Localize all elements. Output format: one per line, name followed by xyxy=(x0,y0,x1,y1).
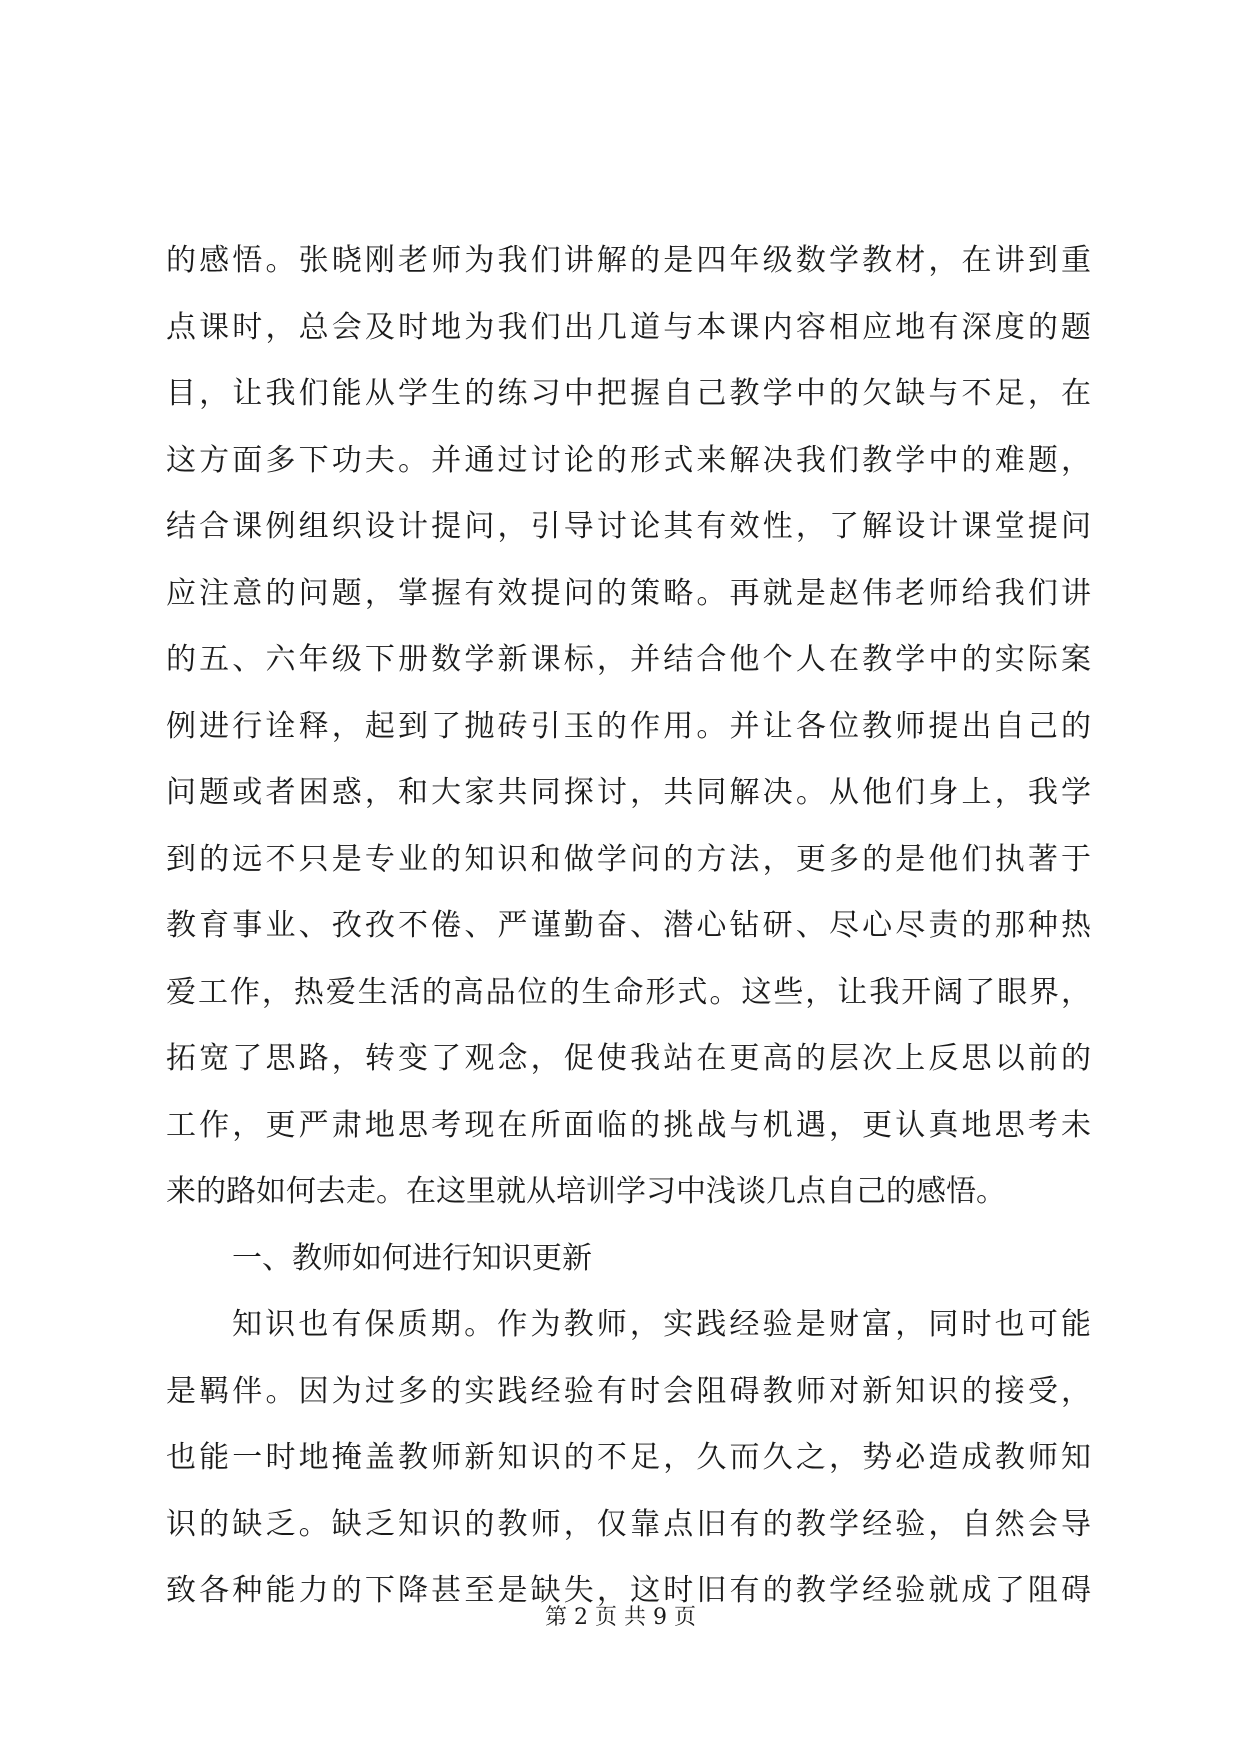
paragraph-line: 的五、六年级下册数学新课标，并结合他个人在教学中的实际案 xyxy=(166,642,1091,677)
page-number-footer: 第 2 页 共 9 页 xyxy=(545,1605,696,1630)
paragraph-line: 的感悟。张晓刚老师为我们讲解的是四年级数学教材，在讲到重 xyxy=(166,243,1091,278)
paragraph-line: 工作，更严肃地思考现在所面临的挑战与机遇，更认真地思考未 xyxy=(166,1107,1091,1143)
paragraph-line: 结合课例组织设计提问，引导讨论其有效性，了解设计课堂提问 xyxy=(166,509,1091,544)
paragraph-line: 应注意的问题，掌握有效提问的策略。再就是赵伟老师给我们讲 xyxy=(166,575,1091,611)
paragraph-line: 目，让我们能从学生的练习中把握自己教学中的欠缺与不足，在 xyxy=(166,376,1091,411)
paragraph-line: 教育事业、孜孜不倦、严谨勤奋、潜心钻研、尽心尽责的那种热 xyxy=(166,908,1091,943)
paragraph-line: 识的缺乏。缺乏知识的教师，仅靠点旧有的教学经验，自然会导 xyxy=(166,1506,1091,1542)
paragraph-line: 知识也有保质期。作为教师，实践经验是财富，同时也可能 xyxy=(232,1307,1091,1342)
paragraph-line: 这方面多下功夫。并通过讨论的形式来解决我们教学中的难题， xyxy=(166,442,1091,478)
paragraph-line: 问题或者困惑，和大家共同探讨，共同解决。从他们身上，我学 xyxy=(166,775,1091,810)
section-heading: 一、教师如何进行知识更新 xyxy=(232,1240,592,1276)
paragraph-line: 到的远不只是专业的知识和做学问的方法，更多的是他们执著于 xyxy=(166,841,1091,877)
paragraph-line: 是羁伴。因为过多的实践经验有时会阻碍教师对新知识的接受， xyxy=(166,1373,1091,1409)
paragraph-line: 拓宽了思路，转变了观念，促使我站在更高的层次上反思以前的 xyxy=(166,1041,1091,1076)
paragraph-line: 点课时，总会及时地为我们出几道与本课内容相应地有深度的题 xyxy=(166,309,1091,345)
paragraph-line: 爱工作，热爱生活的高品位的生命形式。这些，让我开阔了眼界， xyxy=(166,974,1091,1010)
document-body xyxy=(166,228,1091,1625)
paragraph-line: 致各种能力的下降甚至是缺失，这时旧有的教学经验就成了阻碍 xyxy=(166,1573,1091,1608)
paragraph-line: 来的路如何去走。在这里就从培训学习中浅谈几点自己的感悟。 xyxy=(166,1174,1006,1209)
paragraph-line: 例进行诠释，起到了抛砖引玉的作用。并让各位教师提出自己的 xyxy=(166,708,1091,744)
paragraph-line: 也能一时地掩盖教师新知识的不足，久而久之，势必造成教师知 xyxy=(166,1440,1091,1475)
